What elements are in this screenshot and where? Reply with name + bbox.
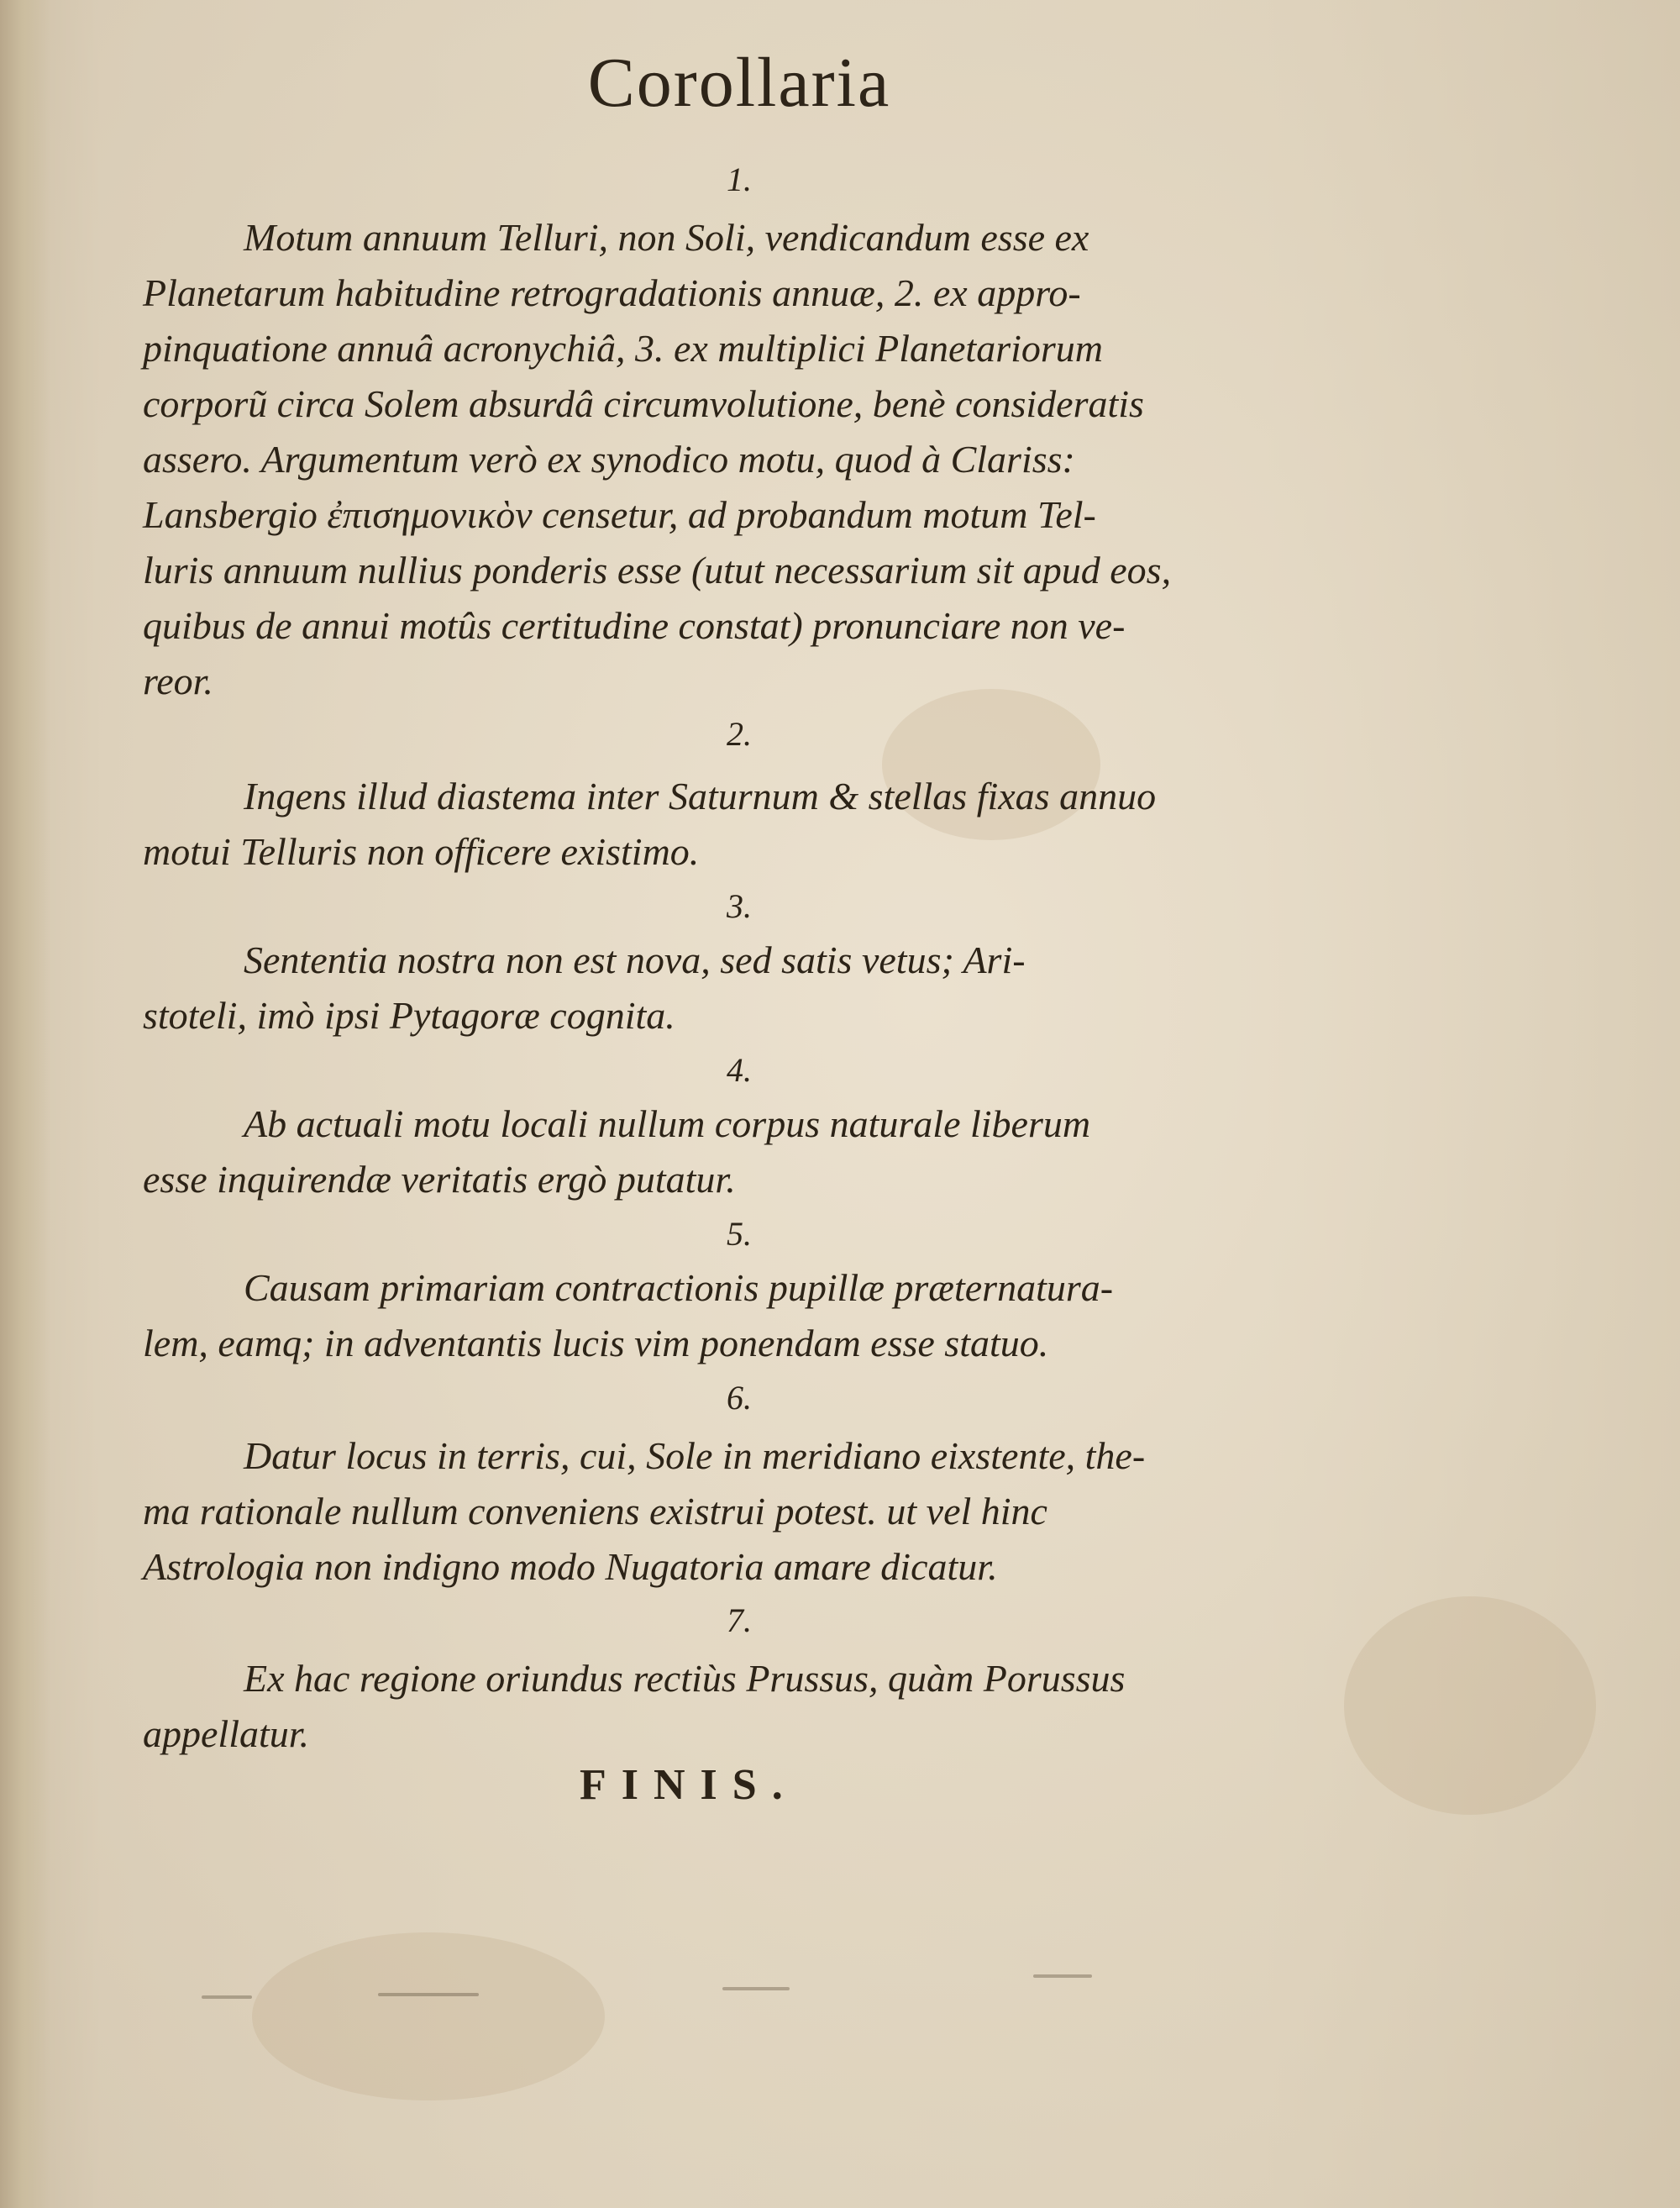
corollary-7-line: appellatur. <box>143 1712 310 1755</box>
corollary-7 <box>143 1651 1319 1762</box>
corollary-4-line: esse inquirendæ veritatis ergò putatur. <box>143 1158 736 1201</box>
page-title: Corollaria <box>587 44 891 122</box>
corollary-number-3: 3. <box>727 887 752 925</box>
corollary-1-line: quibus de annui motûs certitudine constat) pronunciare non ve- <box>143 604 1126 647</box>
corollary-1-line: Lansbergio ἐπισημονικὸν censetur, ad probandum motum Tel- <box>143 493 1096 536</box>
finis-mark: FINIS. <box>580 1761 798 1809</box>
corollary-1-line: reor. <box>143 660 213 702</box>
corollary-3 <box>143 933 1319 1044</box>
corollary-1-line: corporũ circa Solem absurdâ circumvolutione, benè consideratis <box>143 382 1144 425</box>
corollary-2 <box>143 769 1319 880</box>
corollary-5-line: lem, eamq; in adventantis lucis vim ponendam esse statuo. <box>143 1322 1049 1364</box>
corollary-4 <box>143 1096 1319 1207</box>
corollary-number-2: 2. <box>727 715 752 753</box>
corollary-4-line: Ab actuali motu locali nullum corpus naturale liberum <box>244 1102 1091 1145</box>
corollary-1-line: Motum annuum Telluri, non Soli, vendicandum esse ex <box>244 216 1089 259</box>
corollary-6-line: Datur locus in terris, cui, Sole in meridiano eixstente, the- <box>244 1434 1146 1477</box>
corollary-number-6: 6. <box>727 1379 752 1417</box>
paper-stain <box>252 1932 605 2100</box>
corollary-5 <box>143 1260 1319 1371</box>
corollary-number-7: 7. <box>727 1601 752 1639</box>
corollary-1-line: Planetarum habitudine retrogradationis annuæ, 2. ex appro- <box>143 271 1081 314</box>
ink-smudge <box>378 1993 479 1996</box>
corollary-number-1: 1. <box>727 160 752 198</box>
corollary-number-4: 4. <box>727 1051 752 1089</box>
corollary-6 <box>143 1428 1319 1595</box>
corollary-5-line: Causam primariam contractionis pupillæ præternatura- <box>244 1266 1114 1309</box>
corollary-3-line: stoteli, imò ipsi Pytagoræ cognita. <box>143 994 675 1037</box>
corollary-2-line: motui Telluris non officere existimo. <box>143 830 700 873</box>
corollary-3-line: Sententia nostra non est nova, sed satis vetus; Ari- <box>244 938 1026 981</box>
ink-smudge <box>202 1995 252 1999</box>
corollary-1 <box>143 210 1319 709</box>
ink-smudge <box>722 1987 790 1990</box>
corollary-number-5: 5. <box>727 1215 752 1253</box>
corollary-7-line: Ex hac regione oriundus rectiùs Prussus, quàm Porussus <box>244 1657 1126 1700</box>
corollary-1-line: luris annuum nullius ponderis esse (utut necessarium sit apud eos, <box>143 549 1172 591</box>
corollary-1-line: assero. Argumentum verò ex synodico motu, quod à Clariss: <box>143 438 1075 481</box>
ink-smudge <box>1033 1974 1092 1978</box>
corollary-2-line: Ingens illud diastema inter Saturnum & stellas fixas annuo <box>244 775 1157 817</box>
corollary-6-line: ma rationale nullum conveniens existrui potest. ut vel hinc <box>143 1490 1047 1532</box>
page-gutter <box>0 0 50 2208</box>
corollary-1-line: pinquatione annuâ acronychiâ, 3. ex multiplici Planetariorum <box>143 327 1104 370</box>
corollary-6-line: Astrologia non indigno modo Nugatoria amare dicatur. <box>143 1545 998 1588</box>
